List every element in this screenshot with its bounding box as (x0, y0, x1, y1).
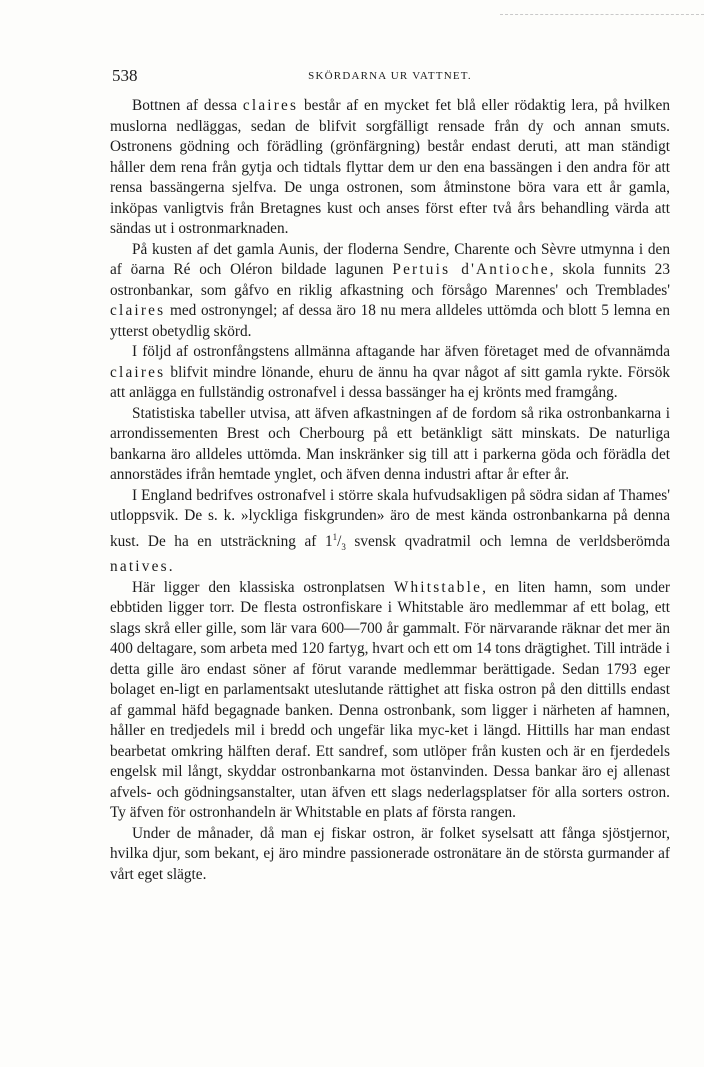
text-run: består af en mycket fet blå eller rödaktig lera, på hvilken muslorna nedläggas, sedan de blifvit sorgfälligt rensade från dy och annan smuts. Ostronens gödning och förädling (grönfärgning) består endast deruti, att man ständigt håller dem rena från gytja och tidtals flyttar dem ur den ena bassängen i den andra för att rensa bassängerna sjelfva. De unga ostronen, som åtminstone böra vara ett år gamla, inköpas vanligtvis från Bretagnes kust och anses först efter två års behandling värda att sändas ut i ostronmarknaden. (110, 97, 670, 237)
text-run: Bottnen af dessa (132, 97, 243, 114)
paragraph (110, 96, 670, 240)
text-run: I England bedrifves ostronafvel i större skala hufvudsakligen på södra sidan af Thames' utloppsvik. De s. k. »lyckliga fiskgrunden» äro de mest kända ostronbankarna på denna kust. De ha en utsträckning af 1 (110, 486, 670, 550)
spaced-emphasis-text: claires (110, 363, 166, 381)
spaced-emphasis-text: claires (110, 302, 166, 319)
text-run: 3 (341, 541, 346, 552)
body-text (110, 96, 670, 885)
text-run: , skola funnits 23 ostronbankar, som gåfvo en riklig afkastning och försågo Marennes' och Tremblades' (110, 261, 670, 299)
text-run: blifvit mindre lönande, ehuru de ännu ha qvar något af sitt gamla rykte. Försök att anlägga en fullständig ostronafvel i dessa bassänger ha ej krönts med framgång. (110, 363, 670, 401)
page-header (110, 66, 670, 88)
paragraph (110, 486, 670, 578)
paragraph (110, 342, 670, 404)
text-run: . (168, 558, 173, 576)
text-run: I följd af ostronfångstens allmänna aftagande har äfven företaget med de ofvannämda (132, 343, 670, 360)
text-run: Här ligger den klassiska ostronplatsen (132, 578, 394, 596)
text-run: På kusten af det gamla Aunis, der floderna Sendre, Charente och Sèvre utmynna i den af öarna Ré och Oléron bildade lagunen (110, 240, 670, 278)
paragraph (110, 824, 670, 886)
spaced-emphasis-text: Whitstable (393, 578, 483, 596)
page-edge-shadow (500, 14, 704, 15)
text-run: 1 (332, 531, 338, 542)
page-number: 538 (112, 66, 138, 85)
text-run: Statistiska tabeller utvisa, att äfven afkastningen af de fordom så rika ostronbankarna i arrondissementen Brest och Cherbourg på ett betänkligt sätt minskats. De naturliga bankarna äro alldeles uttömda. Man inskränker sig till att i parkerna göda och förädla det annorstädes ifrån hemtade ynglet, och äfven denna industri aftar år efter år. (110, 404, 670, 483)
running-title: SKÖRDARNA UR VATTNET. (308, 70, 472, 82)
spaced-emphasis-text: claires (242, 97, 299, 114)
paragraph (110, 404, 670, 486)
text-run: med ostronyngel; af dessa äro 18 nu mera alldeles uttömda och blott 5 lemna en ytterst obetydlig skörd. (110, 302, 670, 340)
text-run: , en liten hamn, som under ebbtiden ligger torr. De flesta ostronfiskare i Whitstable äro medlemmar af ett bolag, ett slags skrå eller gille, som lär vara 600—700 år gammalt. För närvarande räknar det mer än 400 deltagare, som arbeta med 120 fartyg, hvart och ett om 14 tons drägtighet. Till inträde i detta gille äro endast söner af förut varande medlemmar berättigade. Sedan 1793 eger bolaget en-ligt en parlamentsakt uteslutande rättighet att fiska ostron på den dittills endast af gammal häfd begagnade banken. Denna ostronbank, som ligger i närheten af hamnen, håller en tredjedels mil i bredd och ungefär lika myc-ket i längd. Hittills har man endast bearbetat omkring hälften deraf. Ett sandref, som utlöper från kusten och är en fjerdedels engelsk mil långt, skyddar ostronbankarna mot östanvinden. Dessa bankar äro ej allenast afvels- och gödningsanstalter, utan äfven ett slags nederlagsplatser för alla sorters ostron. Ty äfven för ostronhandeln är Whitstable en plats af första rangen. (110, 578, 670, 822)
text-run: / (337, 532, 342, 550)
spaced-emphasis-text: Pertuis d'Antioche (392, 261, 550, 278)
text-run: svensk qvadratmil och lemna de verldsberömda (345, 532, 670, 550)
spaced-emphasis-text: natives (110, 558, 169, 576)
text-run: Under de månader, då man ej fiskar ostron, är folket syselsatt att fånga sjöstjernor, hvilka djur, som bekant, ej äro mindre passionerade ostronätare än de största gurmander af vårt eget slägte. (110, 824, 670, 883)
paragraph (110, 240, 670, 343)
paragraph (110, 578, 670, 824)
